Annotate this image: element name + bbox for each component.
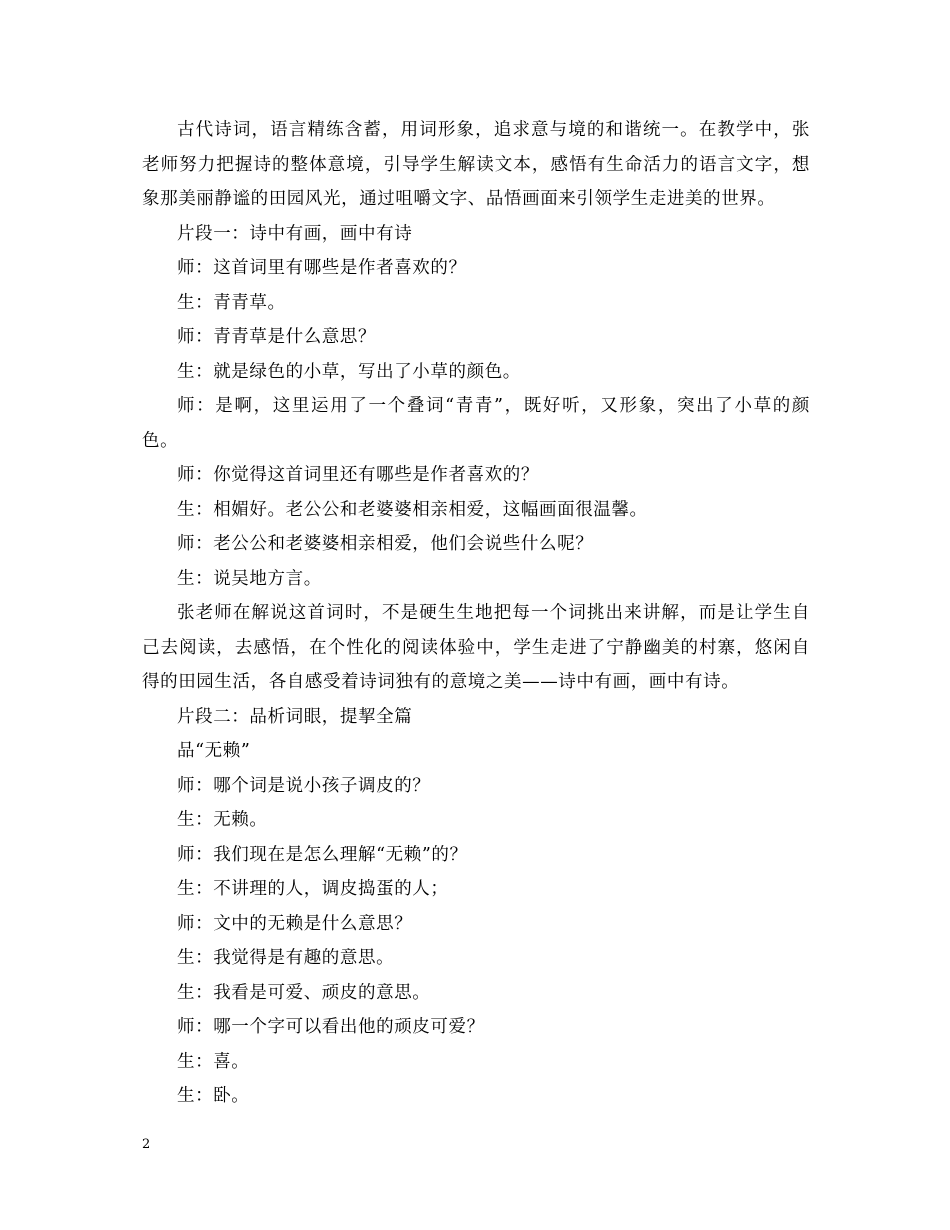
section-heading-2: 片段二：品析词眼，提挈全篇: [177, 706, 413, 727]
paragraph-intro: 古代诗词，语言精练含蓄，用词形象，追求意与境的和谐统一。在教学中，张老师努力把握诗的整体意境，引导学生解读文本，感悟有生命活力的语言文字，想象那美丽静谧的田园风光，通过咀嚼文字、品悟画面来引领学生走进美的世界。: [142, 120, 810, 209]
dialogue-line: 生：青青草。: [177, 292, 286, 313]
dialogue-line: 师：是啊，这里运用了一个叠词“青青”，既好听，又形象，突出了小草的颜色。: [142, 396, 810, 451]
dialogue-line: 师：我们现在是怎么理解“无赖”的？: [177, 844, 468, 865]
sub-heading: 品“无赖”: [177, 741, 251, 761]
dialogue-line: 生：卧。: [177, 1086, 250, 1106]
dialogue-line: 师：老公公和老婆婆相亲相爱，他们会说些什么呢？: [177, 534, 594, 554]
dialogue-line: 生：我觉得是有趣的意思。: [177, 948, 395, 968]
dialogue-line: 师：这首词里有哪些是作者喜欢的？: [177, 258, 467, 278]
dialogue-line: 师：哪一个字可以看出他的顽皮可爱？: [177, 1017, 485, 1037]
dialogue-line: 师：文中的无赖是什么意思？: [177, 913, 413, 934]
dialogue-line: 生：我看是可爱、顽皮的意思。: [177, 982, 431, 1003]
dialogue-line: 生：就是绿色的小草，写出了小草的颜色。: [177, 361, 521, 382]
dialogue-line: 生：喜。: [177, 1051, 250, 1072]
dialogue-line: 生：相媚好。老公公和老婆婆相亲相爱，这幅画面很温馨。: [177, 499, 648, 520]
dialogue-line: 师：你觉得这首词里还有哪些是作者喜欢的？: [177, 465, 539, 485]
paragraph-commentary: 张老师在解说这首词时，不是硬生生地把每一个词挑出来讲解，而是让学生自己去阅读，去感悟，在个性化的阅读体验中，学生走进了宁静幽美的村寨，悠闲自得的田园生活，各自感受着诗词独有的意境之美——诗中有画，画中有诗。: [142, 603, 810, 692]
page-number: 2: [142, 1137, 151, 1152]
dialogue-line: 生：无赖。: [177, 810, 268, 830]
document-body: [142, 113, 810, 1114]
section-heading-1: 片段一：诗中有画，画中有诗: [177, 223, 413, 244]
dialogue-line: 师：青青草是什么意思？: [177, 327, 377, 347]
dialogue-line: 师：哪个词是说小孩子调皮的？: [177, 775, 431, 796]
dialogue-line: 生：不讲理的人，调皮捣蛋的人；: [177, 879, 449, 899]
dialogue-line: 生：说吴地方言。: [177, 568, 322, 589]
